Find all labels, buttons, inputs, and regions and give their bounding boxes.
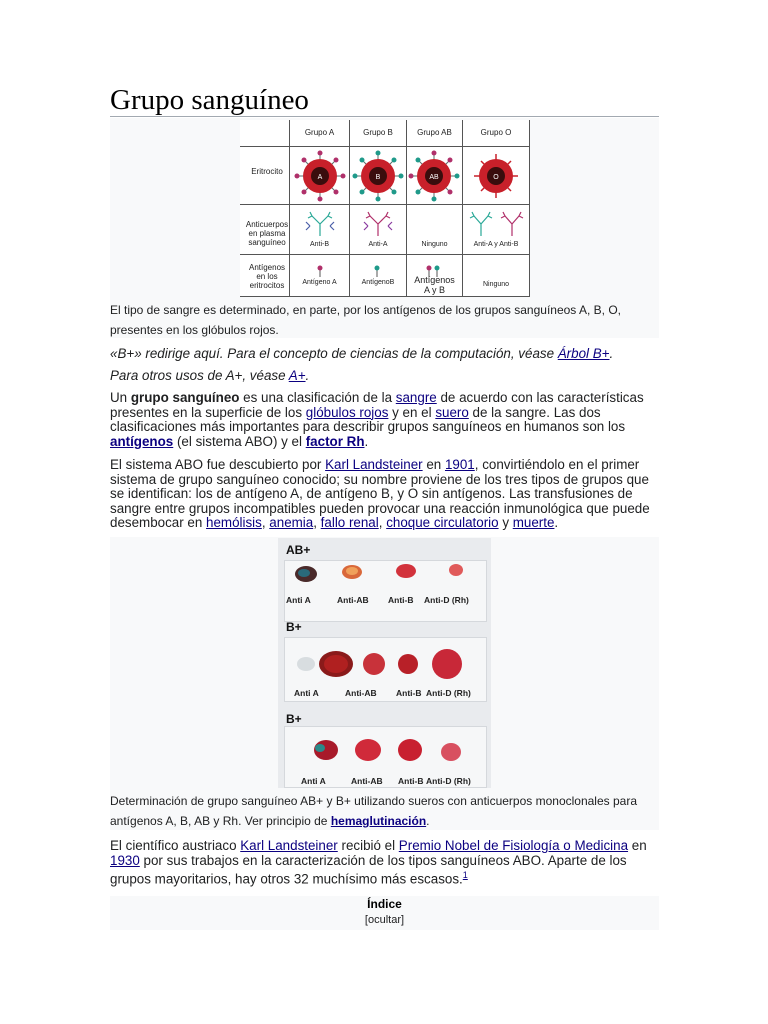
caption-end: .: [426, 814, 430, 828]
link-karl-landsteiner-2[interactable]: Karl Landsteiner: [240, 838, 338, 853]
antibody-label-ab: Ninguno: [421, 241, 448, 248]
text: recibió el: [337, 838, 399, 853]
row-label-line: en plasma: [248, 229, 286, 238]
text: por sus trabajos en la caracterización de los tipos sanguíneos ABO. Aparte de los grupos mayoritarios, hay otros 32 muchísimo más escasos.: [110, 852, 627, 887]
text: ,: [313, 515, 321, 531]
row-label-line: en los: [256, 272, 278, 281]
reagent-anti-d: Anti-D (Rh): [426, 776, 471, 786]
antigen-label-a: Antígeno A: [302, 279, 337, 286]
figure-test-caption: [110, 791, 659, 831]
reference-1[interactable]: 1: [462, 870, 468, 881]
antigen-b-icon: [372, 265, 382, 277]
table-of-contents: [110, 896, 659, 930]
antigen-label-line: A y B: [423, 285, 445, 295]
link-1901[interactable]: 1901: [444, 457, 475, 472]
paragraph-landsteiner: [110, 839, 659, 887]
link-hemolisis[interactable]: hemólisis: [206, 515, 262, 531]
link-a-plus[interactable]: A+: [288, 368, 306, 383]
cell-letter: AB: [429, 174, 439, 181]
hatnote-a-plus: [110, 369, 659, 384]
col-header-ab: Grupo AB: [417, 128, 452, 137]
link-choque-circulatorio[interactable]: choque circulatorio: [386, 515, 499, 531]
text: y en el: [388, 404, 436, 420]
row-label-anticuerpos: [242, 220, 292, 247]
red-cell-a-icon: [292, 150, 348, 202]
link-muerte[interactable]: muerte: [512, 515, 555, 531]
blood-typing-photo[interactable]: [278, 538, 491, 788]
reagent-anti-a: Anti A: [301, 776, 326, 786]
paragraph-intro: [110, 391, 659, 449]
antibody-label-o: Anti-A y Anti-B: [473, 241, 519, 248]
col-header-o: Grupo O: [480, 128, 512, 137]
hatnote-end: .: [305, 368, 310, 383]
text: El sistema ABO fue descubierto por: [110, 457, 326, 472]
term-grupo-sanguineo: grupo sanguíneo: [130, 390, 240, 405]
photo-label-ab-plus: AB+: [286, 543, 311, 557]
antigen-label-line: Antígenos: [414, 275, 455, 285]
reagent-anti-d: Anti-D (Rh): [424, 595, 469, 605]
reagent-anti-a: Anti A: [286, 595, 311, 605]
link-premio-nobel[interactable]: Premio Nobel de Fisiología o Medicina: [398, 838, 629, 853]
hatnote-b-plus: [110, 347, 659, 362]
link-arbol-b[interactable]: Árbol B+: [557, 346, 610, 361]
text: El científico austriaco: [110, 838, 241, 853]
row-label-line: sanguíneo: [248, 238, 286, 247]
cell-letter: B: [375, 174, 381, 181]
row-label-antigenos: [242, 263, 292, 290]
link-karl-landsteiner[interactable]: Karl Landsteiner: [325, 457, 423, 472]
grid-line: [240, 254, 530, 255]
red-cell-o-icon: [468, 150, 524, 202]
link-globulos-rojos[interactable]: glóbulos rojos: [305, 404, 389, 420]
link-fallo-renal[interactable]: fallo renal: [320, 515, 379, 531]
text: en: [422, 457, 445, 472]
text: en: [628, 838, 647, 853]
antigen-a-icon: [315, 265, 325, 277]
antibody-anti-a-icon: [360, 210, 396, 240]
reagent-anti-b: Anti-B: [396, 688, 422, 698]
text: (el sistema ABO) y el: [173, 433, 306, 449]
reagent-anti-b: Anti-B: [388, 595, 414, 605]
row-label-eritrocito: Eritrocito: [251, 167, 283, 176]
link-hemaglutinacion[interactable]: hemaglutinación: [330, 814, 427, 828]
grid-line: [240, 296, 530, 297]
reagent-anti-d: Anti-D (Rh): [426, 688, 471, 698]
link-antigenos[interactable]: antígenos: [110, 433, 174, 449]
hatnote-end: .: [609, 346, 614, 361]
grid-line: [240, 204, 530, 205]
title-divider: [110, 116, 659, 117]
toc-title: Índice: [367, 897, 402, 911]
antibody-label-a: Anti-B: [309, 241, 330, 248]
row-label-line: eritrocitos: [249, 281, 285, 290]
antibody-anti-ab-icon: [466, 210, 528, 240]
photo-label-b-plus: B+: [286, 620, 302, 634]
link-factor-rh[interactable]: factor Rh: [305, 433, 365, 449]
text: , convirtiéndolo en el primer sistema de grupo sanguíneo conocido; su nombre proviene de los tres tipos de grupos que se identifican: los de antígeno A, de antígeno B, y O sin antígenos. Las transfusiones de sangre entre grupos incompatibles pueden provocar una reacción inmunológica que puede desembocar en: [110, 457, 650, 531]
text: Un: [110, 390, 131, 405]
text: y: [498, 515, 513, 531]
reagent-anti-ab: Anti-AB: [337, 595, 369, 605]
photo-label-b-plus-2: B+: [286, 712, 302, 726]
link-1930[interactable]: 1930: [110, 852, 140, 868]
paragraph-abo: [110, 458, 659, 531]
text: .: [554, 515, 559, 531]
blood-spots-row-1-icon: [284, 560, 485, 620]
hatnote-text: «B+» redirige aquí. Para el concepto de ciencias de la computación, véase: [110, 346, 558, 361]
antibody-label-b: Anti-A: [368, 241, 388, 248]
col-header-b: Grupo B: [363, 128, 393, 137]
row-label-line: Antígenos: [248, 263, 286, 272]
antigen-label-o: Ninguno: [482, 281, 510, 288]
text: de acuerdo con las características presentes en la superficie de los: [110, 390, 644, 420]
col-header-a: Grupo A: [304, 128, 335, 137]
cell-letter: O: [493, 174, 499, 181]
reagent-anti-ab: Anti-AB: [351, 776, 383, 786]
text: de la sangre. Las dos clasificaciones más importantes para describir grupos sanguíneos en humanos son los: [110, 404, 626, 435]
reagent-anti-b: Anti-B: [398, 776, 424, 786]
red-cell-b-icon: [350, 150, 406, 202]
text: ,: [261, 515, 270, 531]
hatnote-text: Para otros usos de A+, véase: [110, 368, 289, 383]
link-suero[interactable]: suero: [435, 404, 469, 420]
red-cell-ab-icon: [406, 150, 462, 202]
cell-letter: A: [317, 174, 323, 181]
reagent-anti-ab: Anti-AB: [345, 688, 377, 698]
row-label-line: Anticuerpos: [245, 220, 289, 229]
abo-table[interactable]: [240, 120, 530, 297]
antigen-label-b: AntígenoB: [361, 279, 395, 286]
grid-line: [240, 146, 530, 147]
antibody-anti-b-icon: [302, 210, 338, 240]
page-title: Grupo sanguíneo: [110, 84, 309, 116]
link-anemia[interactable]: anemia: [269, 515, 314, 531]
antigen-label-ab: [407, 275, 462, 295]
text: es una clasificación de la: [239, 390, 396, 405]
reagent-anti-a: Anti A: [294, 688, 319, 698]
figure-abo-caption: El tipo de sangre es determinado, en parte, por los antígenos de los grupos sanguíneos A, B, O, presentes en los glóbulos rojos.: [110, 303, 621, 337]
text: .: [364, 433, 369, 449]
text: ,: [378, 515, 387, 531]
link-sangre[interactable]: sangre: [395, 390, 437, 405]
caption-text: Determinación de grupo sanguíneo AB+ y B+ utilizando sueros con anticuerpos monoclonales para antígenos A, B, AB y Rh. Ver principio de: [110, 794, 637, 828]
toc-toggle[interactable]: [ocultar]: [364, 914, 405, 926]
